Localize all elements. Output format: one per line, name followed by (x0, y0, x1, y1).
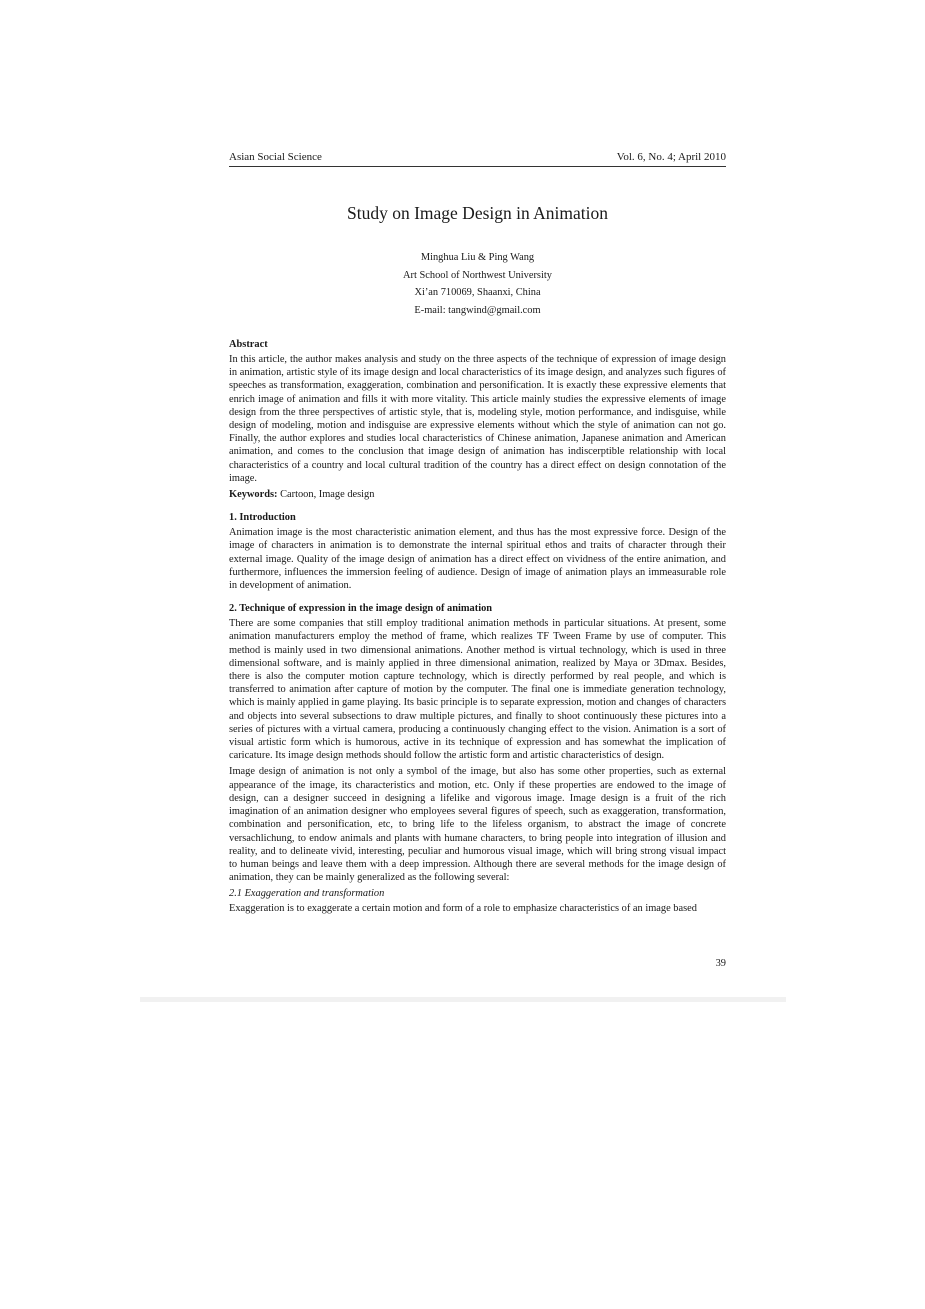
paper-page (229, 150, 726, 919)
author-address: Xi’an 710069, Shaanxi, China (414, 287, 541, 298)
author-block (229, 249, 726, 319)
running-header (229, 150, 726, 167)
subsection-2-1-heading: 2.1 Exaggeration and transformation (229, 888, 385, 900)
section-2-heading: 2. Technique of expression in the image design of animation (229, 603, 493, 615)
abstract-heading: Abstract (229, 339, 268, 350)
page-bottom-divider (140, 997, 786, 1002)
paper-title: Study on Image Design in Animation (346, 203, 609, 223)
author-email: E-mail: tangwind@gmail.com (414, 304, 541, 316)
section-2-paragraph-1: There are some companies that still employ traditional animation methods in particular situations. At present, some animation manufacturers employ the method of frame, which realizes TF Tween Frame by use of computer. This method is mainly used in two dimensional animations. Another method is virtual technology, which is used in three dimensional software, and is mainly applied in three dimensional animation, realized by Maya or 3Dmax. Besides, there is also the computer motion capture technology, which is directly performed by real people, and which is transferred to animation after capture of motion by the computer. The final one is immediate generation technology, which is mainly applied in game playing. Its basic principle is to separate expression, motion and changes of characters and objects into several subsections to draw multiple pictures, and finally to shoot continuously these pictures into a series of pictures with a virtual camera, producing a continuously changing effect to the vision. Animation is a sort of visual artistic form which is humorous, active in its technique of expression and has somewhat the implication of caricature. Its image design methods should follow the artistic form and artistic characteristics of design. (229, 618, 726, 762)
author-names: Minghua Liu & Ping Wang (420, 252, 535, 263)
keywords-value: Cartoon, Image design (280, 489, 375, 501)
subsection-2-1-text: Exaggeration is to exaggerate a certain motion and form of a role to emphasize characteristics of an image based (229, 903, 697, 915)
journal-name: Asian Social Science (229, 151, 322, 163)
section-1-heading: 1. Introduction (229, 512, 296, 524)
keywords-line (229, 488, 726, 501)
abstract-text: In this article, the author makes analysis and study on the three aspects of the technique of expression of image design in animation, artistic style of its image design and local characteristics of its image design, and analyzes such figures of speeches as transformation, exaggeration, combination and personification. It is exactly these expressive elements that enrich image of animation and fills it with more vitality. This article mainly studies the expressive elements of image design from the three perspectives of artistic style, that is, modeling style, motion performance, and indisguise, while design of modeling, motion and indisguise are expressive elements without which the style of animation can not go. Finally, the author explores and studies local characteristics of Chinese animation, Japanese animation and American animation, and comes to the conclusion that image design of animation has indiscerptible relationship with local characteristics of a country and local cultural tradition of the country has a direct effect on design connotation of the image. (229, 354, 726, 484)
section-2-paragraph-2: Image design of animation is not only a symbol of the image, but also has some other properties, such as external appearance of the image, its characteristics and motion, etc. Only if these properties are endowed to the image of design, can a designer succeed in designing a lifelike and vigorous image. Image design is a fruit of the rich imagination of an animation designer who employees several figures of speech, such as exaggeration, transformation, combination and personification, etc, to bring life to the lifeless organism, to abstract the image of concrete versachlichung, to endow animals and plants with humane characters, to bring people into integration of illusion and reality, and to delineate vivid, interesting, peculiar and humorous visual image, which will bring strong visual impact to human beings and leave them with a deep impression. Although there are several methods for the image design of animation, they can be mainly generalized as the following several: (229, 766, 726, 884)
author-affiliation: Art School of Northwest University (403, 269, 552, 281)
section-1-paragraph: Animation image is the most characteristic animation element, and thus has the most expressive force. Design of the image of characters in animation is to demonstrate the internal spiritual ethos and traits of character through their external image. Quality of the image design of animation has a direct effect on vividness of the entire animation, and furthermore, influences the immersion feeling of audience. Design of image of animation plays an immeasurable role in development of animation. (229, 527, 726, 592)
page-number: 39 (715, 958, 726, 969)
keywords-label: Keywords: (229, 489, 278, 501)
issue-info: Vol. 6, No. 4; April 2010 (616, 151, 726, 163)
